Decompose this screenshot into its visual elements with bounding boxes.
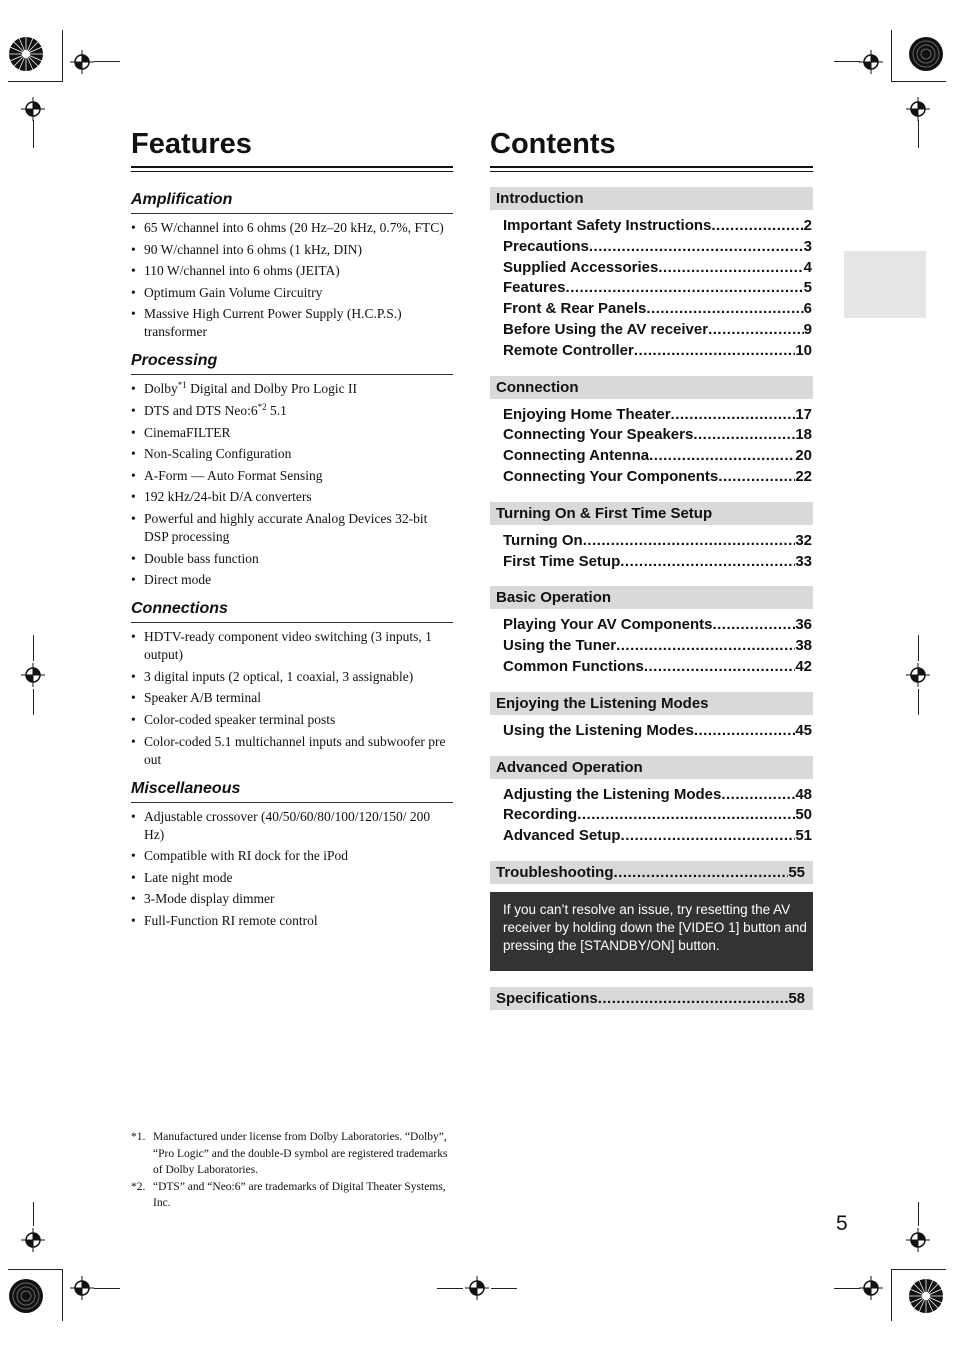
list-item: • Powerful and highly accurate Analog Devices 32-bit DSP processing (131, 510, 453, 546)
list-item: • Optimum Gain Volume Circuitry (131, 284, 453, 302)
toc-entry[interactable]: Before Using the AV receiver ..... 9 (503, 320, 812, 341)
crosshair-icon (465, 1276, 489, 1300)
crosshair-icon (21, 663, 45, 687)
contents-title-rule-thin (490, 171, 813, 172)
list-item: • A-Form — Auto Format Sensing (131, 467, 453, 485)
crosshair-icon (906, 97, 930, 121)
footnote-ref: *2 (257, 401, 267, 412)
table-of-contents (490, 187, 813, 1010)
toc-entry[interactable]: Recording ..... 50 (503, 805, 812, 826)
color-wheel-icon (8, 1278, 44, 1314)
list-item: • Color-coded 5.1 multichannel inputs and subwoofer pre out (131, 733, 453, 769)
section-heading: Amplification (131, 190, 453, 214)
list-item: • Late night mode (131, 869, 453, 887)
list-item: • Massive High Current Power Supply (H.C.P.S.) transformer (131, 305, 453, 341)
crosshair-icon (70, 50, 94, 74)
toc-group-heading: Enjoying the Listening Modes (490, 692, 813, 715)
toc-entry[interactable]: Common Functions ..... 42 (503, 657, 812, 678)
features-section-connections (131, 599, 453, 768)
toc-group-heading: Connection (490, 376, 813, 399)
color-wheel-icon (908, 36, 944, 72)
page-number: 5 (836, 1212, 848, 1235)
section-heading: Miscellaneous (131, 779, 453, 803)
toc-entry[interactable]: Adjusting the Listening Modes ..... 48 (503, 785, 812, 806)
list-item: • Speaker A/B terminal (131, 689, 453, 707)
list-item: • HDTV-ready component video switching (3 inputs, 1 output) (131, 628, 453, 664)
toc-group-advanced-operation (490, 756, 813, 847)
list-item: • Double bass function (131, 550, 453, 568)
list-item: • 90 W/channel into 6 ohms (1 kHz, DIN) (131, 241, 453, 259)
features-section-amplification (131, 190, 453, 341)
list-item: • Direct mode (131, 571, 453, 589)
toc-entry[interactable]: Precautions ..... 3 (503, 237, 812, 258)
list-item: • Compatible with RI dock for the iPod (131, 847, 453, 865)
toc-group-basic-operation (490, 586, 813, 677)
toc-entry[interactable]: Advanced Setup ..... 51 (503, 826, 812, 847)
toc-group-heading: Advanced Operation (490, 756, 813, 779)
contents-title-rule (490, 166, 813, 168)
section-heading: Processing (131, 351, 453, 375)
crosshair-icon (70, 1276, 94, 1300)
toc-entry[interactable]: Front & Rear Panels ..... 6 (503, 299, 812, 320)
toc-entry[interactable]: Connecting Your Components ..... 22 (503, 467, 812, 488)
footnotes (131, 1129, 453, 1212)
reset-tip-box: If you can’t resolve an issue, try resetting the AV receiver by holding down the [VIDEO 1] button and pressing the [STANDBY/ON] button. (490, 892, 813, 971)
list-item: • 65 W/channel into 6 ohms (20 Hz–20 kHz, 0.7%, FTC) (131, 219, 453, 237)
features-list (131, 190, 453, 940)
footnote-ref: *1 (177, 380, 187, 391)
list-item: • DTS and DTS Neo:6$^{*2}$ 5.1 (131, 402, 453, 420)
toc-group-connection (490, 376, 813, 488)
toc-entry[interactable]: Important Safety Instructions ..... 2 (503, 216, 812, 237)
crosshair-icon (906, 663, 930, 687)
toc-group-turning-on (490, 502, 813, 573)
toc-entry[interactable]: Using the Listening Modes ..... 45 (503, 721, 812, 742)
section-heading: Connections (131, 599, 453, 623)
features-title: Features (131, 128, 252, 160)
toc-entry[interactable]: Connecting Your Speakers ..... 18 (503, 425, 812, 446)
chapter-tab (844, 251, 926, 318)
list-item: • 192 kHz/24-bit D/A converters (131, 488, 453, 506)
color-wheel-icon (8, 36, 44, 72)
toc-troubleshooting[interactable]: Troubleshooting ..... 55 (490, 861, 813, 884)
color-wheel-icon (908, 1278, 944, 1314)
crosshair-icon (906, 1228, 930, 1252)
list-item: • Full-Function RI remote control (131, 912, 453, 930)
toc-entry[interactable]: Playing Your AV Components ..... 36 (503, 615, 812, 636)
contents-title: Contents (490, 128, 616, 160)
toc-group-introduction (490, 187, 813, 362)
list-item: • 3 digital inputs (2 optical, 1 coaxial, 3 assignable) (131, 668, 453, 686)
crosshair-icon (859, 1276, 883, 1300)
toc-entry[interactable]: Connecting Antenna ..... 20 (503, 446, 812, 467)
toc-entry[interactable]: Enjoying Home Theater ..... 17 (503, 405, 812, 426)
crosshair-icon (859, 50, 883, 74)
toc-group-listening-modes (490, 692, 813, 742)
toc-entry[interactable]: Using the Tuner ..... 38 (503, 636, 812, 657)
footnote: *1. Manufactured under license from Dolby Laboratories. “Dolby”, “Pro Logic” and the double-D symbol are registered trademarks of Dolby Laboratories. (131, 1131, 448, 1176)
crosshair-icon (21, 1228, 45, 1252)
list-item: • Color-coded speaker terminal posts (131, 711, 453, 729)
features-section-processing (131, 351, 453, 589)
footnote: *2. “DTS” and “Neo:6” are trademarks of Digital Theater Systems, Inc. (131, 1180, 446, 1209)
features-section-miscellaneous (131, 779, 453, 930)
list-item: • 110 W/channel into 6 ohms (JEITA) (131, 262, 453, 280)
list-item: • Dolby$^{*1}$ Digital and Dolby Pro Logic II (131, 380, 453, 398)
toc-group-heading: Turning On & First Time Setup (490, 502, 813, 525)
toc-group-heading: Basic Operation (490, 586, 813, 609)
features-title-rule-thin (131, 171, 453, 172)
list-item: • Adjustable crossover (40/50/60/80/100/120/150/ 200 Hz) (131, 808, 453, 844)
toc-entry[interactable]: Features ..... 5 (503, 278, 812, 299)
features-title-rule (131, 166, 453, 168)
list-item: • Non-Scaling Configuration (131, 445, 453, 463)
crosshair-icon (21, 97, 45, 121)
toc-entry[interactable]: Turning On ..... 32 (503, 531, 812, 552)
toc-specifications[interactable]: Specifications ..... 58 (490, 987, 813, 1010)
toc-group-heading: Introduction (490, 187, 813, 210)
toc-entry[interactable]: Remote Controller ..... 10 (503, 341, 812, 362)
toc-entry[interactable]: First Time Setup ..... 33 (503, 552, 812, 573)
list-item: • 3-Mode display dimmer (131, 890, 453, 908)
toc-entry[interactable]: Supplied Accessories ..... 4 (503, 258, 812, 279)
list-item: • CinemaFILTER (131, 424, 453, 442)
